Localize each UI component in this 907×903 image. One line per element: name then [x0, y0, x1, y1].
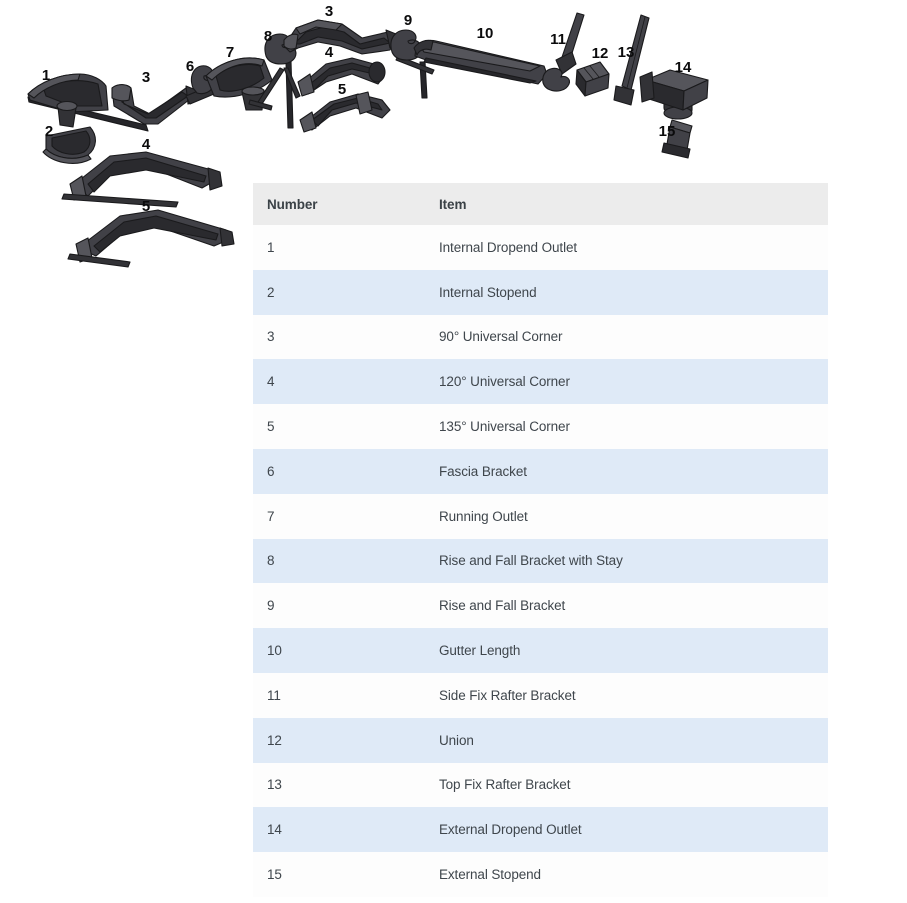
row-item: 120° Universal Corner [439, 374, 570, 390]
part-label-5b: 5 [141, 198, 151, 215]
row-item: External Dropend Outlet [439, 822, 582, 838]
row-number: 5 [267, 419, 275, 435]
part-label-7: 7 [225, 44, 235, 61]
row-item: Rise and Fall Bracket with Stay [439, 553, 623, 569]
row-number: 4 [267, 374, 275, 390]
row-item: Internal Stopend [439, 284, 537, 300]
part-external-dropend-outlet [640, 70, 708, 119]
table-row [253, 628, 828, 673]
part-label-12: 12 [591, 45, 609, 62]
part-135-universal-corner-a [300, 92, 390, 132]
row-number: 1 [267, 239, 275, 255]
part-label-6: 6 [185, 58, 195, 75]
row-item: Running Outlet [439, 508, 528, 524]
part-label-14: 14 [674, 59, 692, 76]
part-union [576, 62, 609, 96]
row-number: 14 [267, 822, 282, 838]
part-label-4a: 4 [324, 44, 334, 61]
part-label-9: 9 [403, 12, 413, 29]
row-number: 12 [267, 732, 282, 748]
row-number: 8 [267, 553, 275, 569]
row-number: 3 [267, 329, 275, 345]
row-number: 9 [267, 598, 275, 614]
table-row [253, 359, 828, 404]
table-row [253, 449, 828, 494]
part-label-8: 8 [263, 28, 273, 45]
row-number: 6 [267, 463, 275, 479]
part-label-13: 13 [617, 44, 635, 61]
table-row [253, 852, 828, 897]
row-item: Rise and Fall Bracket [439, 598, 566, 614]
table-row [253, 539, 828, 584]
table-row [253, 718, 828, 763]
part-gutter-length [414, 40, 547, 84]
table-row [253, 763, 828, 808]
table-row [253, 583, 828, 628]
part-label-5a: 5 [337, 81, 347, 98]
part-label-3a: 3 [141, 69, 151, 86]
row-item: 135° Universal Corner [439, 419, 570, 435]
row-number: 10 [267, 643, 282, 659]
part-label-2: 2 [44, 123, 54, 140]
part-label-11: 11 [550, 31, 566, 48]
part-135-universal-corner-b [68, 210, 234, 267]
row-item: External Stopend [439, 867, 541, 883]
row-item: 90° Universal Corner [439, 329, 563, 345]
part-90-universal-corner-a [112, 85, 198, 124]
table-header-row [253, 183, 828, 225]
row-number: 13 [267, 777, 282, 793]
table-row [253, 673, 828, 718]
parts-table [253, 183, 828, 897]
row-item: Fascia Bracket [439, 463, 527, 479]
row-item: Top Fix Rafter Bracket [439, 777, 571, 793]
table-row [253, 315, 828, 360]
row-item: Gutter Length [439, 643, 521, 659]
row-number: 2 [267, 284, 275, 300]
table-row [253, 270, 828, 315]
part-90-universal-corner-b [284, 20, 398, 54]
row-number: 15 [267, 867, 282, 883]
column-header-number: Number [267, 196, 318, 212]
column-header-item: Item [439, 196, 467, 212]
row-item: Side Fix Rafter Bracket [439, 687, 576, 703]
part-label-10: 10 [476, 25, 494, 42]
row-item: Union [439, 732, 474, 748]
part-label-15: 15 [658, 123, 676, 140]
table-row [253, 404, 828, 449]
row-number: 11 [267, 687, 281, 703]
table-row [253, 807, 828, 852]
row-number: 7 [267, 508, 275, 524]
table-row [253, 494, 828, 539]
row-item: Internal Dropend Outlet [439, 239, 578, 255]
table-row [253, 225, 828, 270]
part-label-1: 1 [41, 67, 51, 84]
part-label-3b: 3 [324, 3, 334, 20]
part-internal-dropend-outlet [28, 74, 108, 127]
part-label-4b: 4 [141, 136, 151, 153]
